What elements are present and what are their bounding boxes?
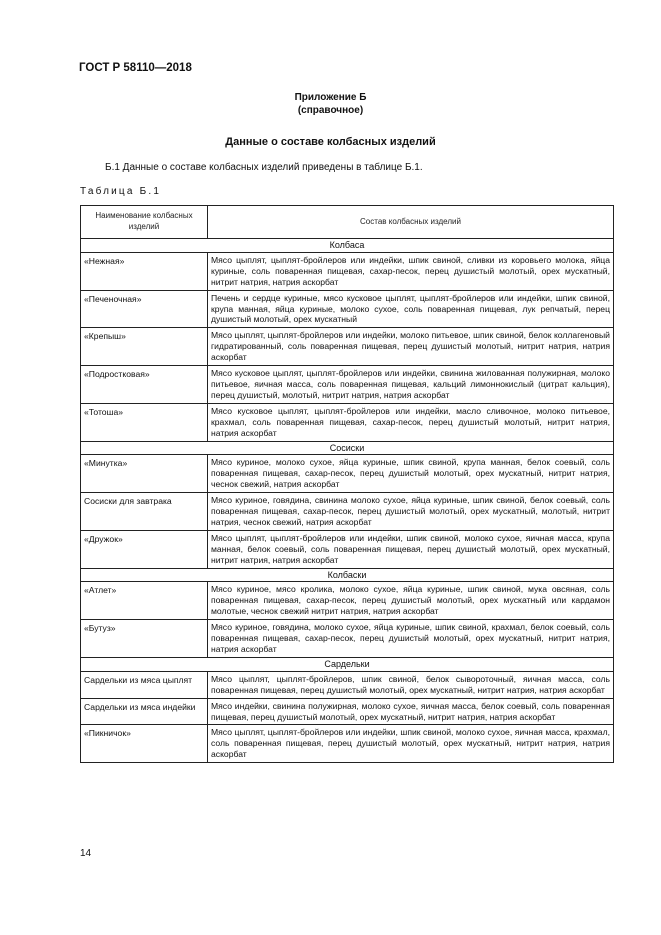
composition-cell: Печень и сердце куриные, мясо кусковое цыплят, цыплят-бройлеров или индейки, шпик свиной, крупа манная, яйца куриные, молоко сухое, соль поваренная пищевая, лук репчатый, перец душистый молотый, орех мускатный — [208, 290, 614, 328]
page-number: 14 — [80, 848, 92, 859]
composition-cell: Мясо индейки, свинина полужирная, молоко сухое, яичная масса, белок соевый, соль поваренная пищевая, перец душистый молотый, орех мускатный, нитрит натрия, натрия аскорбат — [208, 698, 614, 725]
table-row — [81, 582, 614, 620]
composition-table — [80, 205, 614, 763]
product-name-cell: «Нежная» — [81, 252, 208, 290]
composition-cell: Мясо куриное, говядина, свинина молоко сухое, яйца куриные, шпик свиной, белок соевый, соль поваренная пищевая, сахар-песок, перец душистый молотый, орех мускатный, молотый, нитрит натрия, чеснок свежий, натрия аскорбат — [208, 493, 614, 531]
column-header-name: Наименование колбасных изделий — [81, 206, 208, 239]
product-name-cell: «Крепыш» — [81, 328, 208, 366]
section-row — [81, 568, 614, 582]
table-row — [81, 725, 614, 763]
table-row — [81, 328, 614, 366]
section-title-cell: Сардельки — [81, 657, 614, 671]
section-row — [81, 657, 614, 671]
table-row — [81, 671, 614, 698]
table-row — [81, 403, 614, 441]
table-row — [81, 493, 614, 531]
table-row — [81, 252, 614, 290]
composition-cell: Мясо цыплят, цыплят-бройлеров или индейки, шпик свиной, молоко сухое, яичная масса, крахмал, соль поваренная пищевая, перец душистый молотый, орех мускатный, нитрит натрия, натрия аскорбат — [208, 725, 614, 763]
product-name-cell: Сардельки из мяса индейки — [81, 698, 208, 725]
section-title-cell: Сосиски — [81, 441, 614, 455]
composition-cell: Мясо цыплят, цыплят-бройлеров или индейки, молоко питьевое, шпик свиной, белок коллагеновый гидратированный, соль поваренная пищевая, перец душистый молотый, нитрит натрия, натрия аскорбат — [208, 328, 614, 366]
section-title-cell: Колбаски — [81, 568, 614, 582]
product-name-cell: «Минутка» — [81, 455, 208, 493]
composition-cell: Мясо цыплят, цыплят-бройлеров, шпик свиной, белок сывороточный, яичная масса, соль поваренная пищевая, перец душистый молотый, орех мускатный, нитрит натрия, натрия аскорбат — [208, 671, 614, 698]
product-name-cell: «Атлет» — [81, 582, 208, 620]
intro-paragraph: Б.1 Данные о составе колбасных изделий приведены в таблице Б.1. — [105, 162, 423, 173]
table-row — [81, 530, 614, 568]
product-name-cell: «Подростковая» — [81, 366, 208, 404]
column-header-composition: Состав колбасных изделий — [208, 206, 614, 239]
table-row — [81, 366, 614, 404]
product-name-cell: Сардельки из мяса цыплят — [81, 671, 208, 698]
table-row — [81, 620, 614, 658]
section-row — [81, 441, 614, 455]
composition-cell: Мясо цыплят, цыплят-бройлеров или индейки, шпик свиной, молоко сухое, яичная масса, крупа манная, белок соевый, соль поваренная пищевая, перец душистый молотый, орех мускатный, нитрит натрия, натрия аскорбат — [208, 530, 614, 568]
product-name-cell: «Бутуз» — [81, 620, 208, 658]
annex-title: Приложение Б — [294, 92, 367, 103]
composition-cell: Мясо куриное, мясо кролика, молоко сухое, яйца куриные, шпик свиной, мука овсяная, соль поваренная пищевая, сахар-песок, перец душистый молотый, орех мускатный или кардамон молотые, чеснок свежий нитрит натрия, натрия аскорбат — [208, 582, 614, 620]
annex-subtitle: (справочное) — [297, 105, 364, 116]
composition-cell: Мясо цыплят, цыплят-бройлеров или индейки, шпик свиной, сливки из коровьего молока, яйца куриные, соль поваренная пищевая, сахар-песок, перец душистый молотый, орех мускатный, нитрит натрия, натрия аскорбат — [208, 252, 614, 290]
table-caption: Таблица Б.1 — [80, 186, 162, 197]
product-name-cell: «Пикничок» — [81, 725, 208, 763]
section-row — [81, 239, 614, 253]
section-title: Данные о составе колбасных изделий — [225, 136, 436, 148]
table-row — [81, 698, 614, 725]
composition-cell: Мясо кусковое цыплят, цыплят-бройлеров или индейки, масло сливочное, молоко питьевое, крахмал, соль поваренная пищевая, сахар-песок, перец душистый молотый, нитрит натрия, натрия аскорбат — [208, 403, 614, 441]
product-name-cell: «Печеночная» — [81, 290, 208, 328]
table-row — [81, 290, 614, 328]
section-title-cell: Колбаса — [81, 239, 614, 253]
product-name-cell: Сосиски для завтрака — [81, 493, 208, 531]
product-name-cell: «Тотоша» — [81, 403, 208, 441]
table-row — [81, 455, 614, 493]
composition-cell: Мясо кусковое цыплят, цыплят-бройлеров или индейки, свинина жилованная полужирная, молоко питьевое, яичная масса, соль поваренная пищевая, кальций лимоннокислый (цитрат кальция), перец душистый, молотый, нитрит натрия, натрия аскорбат — [208, 366, 614, 404]
composition-cell: Мясо куриное, молоко сухое, яйца куриные, шпик свиной, крупа манная, белок соевый, соль поваренная пищевая, сахар-песок, перец душистый молотый, орех мускатный, нитрит натрия, чеснок свежий, натрия аскорбат — [208, 455, 614, 493]
document-code: ГОСТ Р 58110—2018 — [79, 62, 192, 74]
product-name-cell: «Дружок» — [81, 530, 208, 568]
table-body — [81, 239, 614, 763]
composition-cell: Мясо куриное, говядина, молоко сухое, яйца куриные, шпик свиной, крахмал, белок соевый, соль поваренная пищевая, сахар-песок, перец душистый молотый, орех мускатный, нитрит натрия, натрия аскорбат — [208, 620, 614, 658]
